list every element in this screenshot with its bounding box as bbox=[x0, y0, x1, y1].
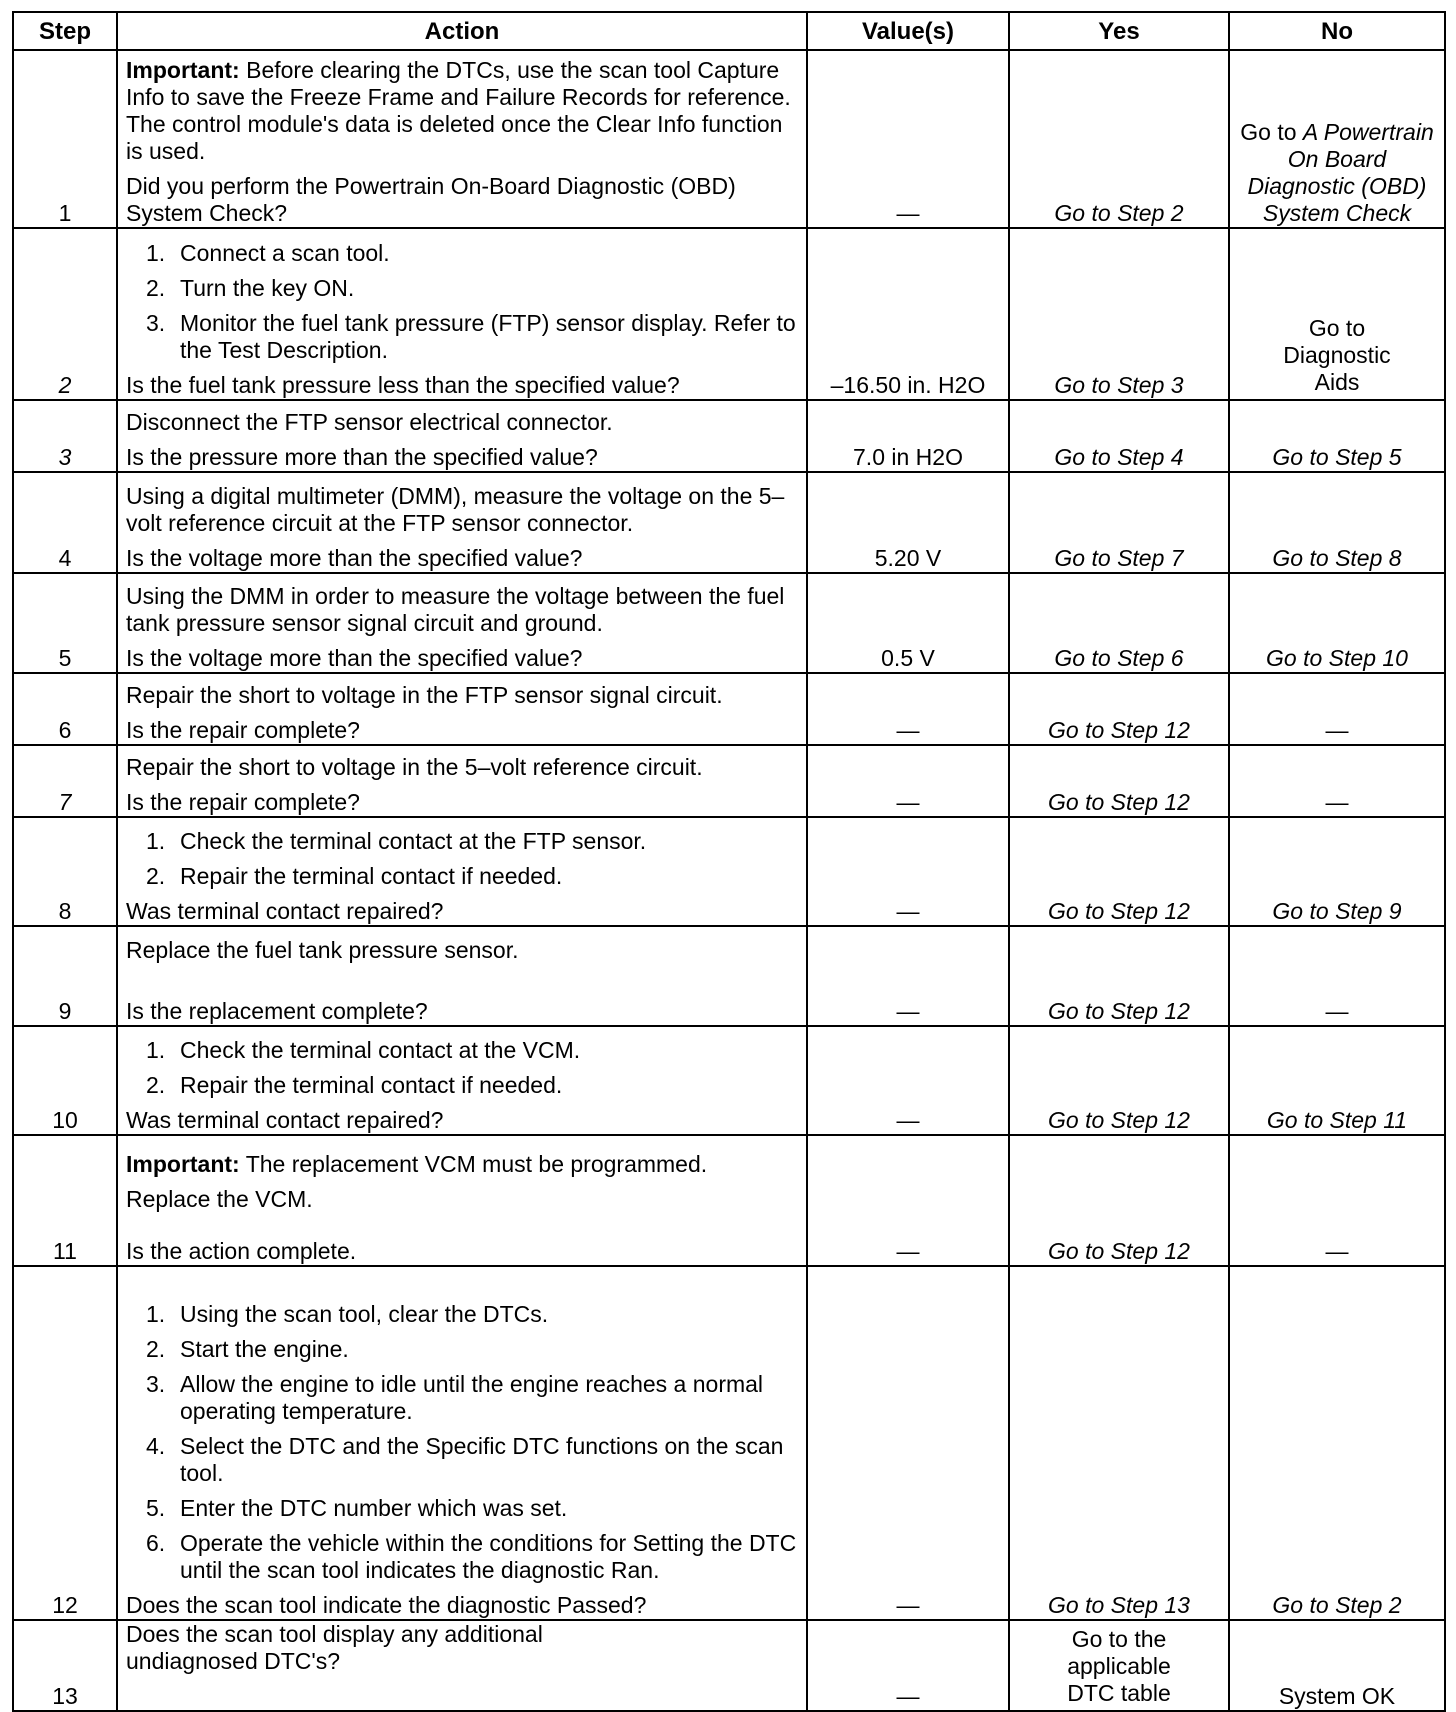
value-cell: — bbox=[807, 673, 1009, 745]
no-cell bbox=[1229, 50, 1445, 228]
substep-item: 5. Enter the DTC number which was set. bbox=[146, 1495, 568, 1521]
action-cell bbox=[117, 50, 807, 228]
substep-list bbox=[126, 1037, 798, 1099]
step-number: 4 bbox=[13, 472, 117, 573]
action-question: Was terminal contact repaired? bbox=[126, 1107, 444, 1133]
substep-item: 1. Connect a scan tool. bbox=[146, 240, 390, 266]
value-cell: — bbox=[807, 1135, 1009, 1266]
action-text: Replace the VCM. bbox=[126, 1186, 313, 1212]
no-link[interactable]: Go to Step 8 bbox=[1272, 545, 1402, 571]
action-text: Using the DMM in order to measure the voltage between the fuel tank pressure sensor signal circuit and ground. bbox=[126, 583, 785, 636]
step-number: 6 bbox=[13, 673, 117, 745]
no-cell: — bbox=[1229, 673, 1445, 745]
value-cell: — bbox=[807, 50, 1009, 228]
yes-link[interactable]: Go to the applicable DTC table bbox=[1067, 1626, 1171, 1706]
header-action: Action bbox=[117, 12, 807, 50]
no-link[interactable]: Go to Diagnostic Aids bbox=[1283, 315, 1391, 395]
step-number: 10 bbox=[13, 1026, 117, 1135]
substep-item: 1. Check the terminal contact at the VCM. bbox=[146, 1037, 581, 1063]
no-cell: — bbox=[1229, 745, 1445, 817]
substep-item: 3. Monitor the fuel tank pressure (FTP) sensor display. Refer to the Test Description. bbox=[146, 310, 796, 363]
table-row-step-1 bbox=[13, 50, 1445, 228]
value-cell: — bbox=[807, 1026, 1009, 1135]
action-question: Is the voltage more than the specified value? bbox=[126, 545, 583, 571]
table-body bbox=[13, 50, 1445, 1711]
action-text: Using a digital multimeter (DMM), measure the voltage on the 5–volt reference circuit at the FTP sensor connector. bbox=[126, 483, 785, 536]
yes-cell bbox=[1009, 50, 1229, 228]
yes-link[interactable]: Go to Step 12 bbox=[1048, 998, 1190, 1024]
action-cell bbox=[117, 1620, 807, 1711]
important-text: Before clearing the DTCs, use the scan tool Capture Info to save the Freeze Frame and Failure Records for reference. The control module's data is deleted once the Clear Info function is used. bbox=[126, 57, 791, 164]
action-cell bbox=[117, 228, 807, 400]
header-step: Step bbox=[13, 12, 117, 50]
header-values: Value(s) bbox=[807, 12, 1009, 50]
action-cell bbox=[117, 673, 807, 745]
action-cell bbox=[117, 1026, 807, 1135]
value-cell: –16.50 in. H2O bbox=[807, 228, 1009, 400]
no-cell: — bbox=[1229, 926, 1445, 1026]
no-link-italic: A Powertrain On Board Diagnostic (OBD) System Check bbox=[1247, 119, 1434, 226]
yes-link[interactable]: Go to Step 7 bbox=[1054, 545, 1184, 571]
yes-link[interactable]: Go to Step 12 bbox=[1048, 717, 1190, 743]
table-row-step-8 bbox=[13, 817, 1445, 926]
action-cell bbox=[117, 472, 807, 573]
no-link[interactable]: Go to Step 5 bbox=[1272, 444, 1402, 470]
important-note bbox=[126, 57, 798, 165]
action-cell bbox=[117, 573, 807, 673]
substep-item: 3. Allow the engine to idle until the engine reaches a normal operating temperature. bbox=[146, 1371, 764, 1424]
substep-list bbox=[126, 1301, 798, 1584]
step-number: 3 bbox=[13, 400, 117, 472]
action-text: Repair the short to voltage in the FTP sensor signal circuit. bbox=[126, 682, 723, 708]
yes-cell bbox=[1009, 817, 1229, 926]
step-number: 2 bbox=[13, 228, 117, 400]
yes-link[interactable]: Go to Step 13 bbox=[1048, 1592, 1190, 1618]
step-number: 12 bbox=[13, 1266, 117, 1620]
yes-cell bbox=[1009, 1026, 1229, 1135]
table-row-step-7 bbox=[13, 745, 1445, 817]
yes-cell bbox=[1009, 228, 1229, 400]
no-link[interactable]: Go to Step 10 bbox=[1266, 645, 1408, 671]
no-link[interactable] bbox=[1240, 119, 1433, 229]
yes-cell bbox=[1009, 1266, 1229, 1620]
table-row-step-5 bbox=[13, 573, 1445, 673]
yes-cell bbox=[1009, 745, 1229, 817]
diagnostic-table bbox=[12, 11, 1446, 1712]
step-number: 5 bbox=[13, 573, 117, 673]
action-cell bbox=[117, 745, 807, 817]
action-text: Replace the fuel tank pressure sensor. bbox=[126, 937, 519, 963]
substep-item: 1. Check the terminal contact at the FTP sensor. bbox=[146, 828, 647, 854]
yes-link[interactable]: Go to Step 2 bbox=[1054, 200, 1184, 226]
value-cell: — bbox=[807, 745, 1009, 817]
action-question: Is the voltage more than the specified value? bbox=[126, 645, 583, 671]
value-cell: — bbox=[807, 817, 1009, 926]
action-question: Is the fuel tank pressure less than the specified value? bbox=[126, 372, 680, 398]
step-number: 7 bbox=[13, 745, 117, 817]
table-row-step-11 bbox=[13, 1135, 1445, 1266]
important-note bbox=[126, 1151, 798, 1178]
header-no: No bbox=[1229, 12, 1445, 50]
action-question: Was terminal contact repaired? bbox=[126, 898, 444, 924]
no-cell bbox=[1229, 573, 1445, 673]
table-row-step-9 bbox=[13, 926, 1445, 1026]
no-cell bbox=[1229, 400, 1445, 472]
yes-cell bbox=[1009, 926, 1229, 1026]
action-question: Is the repair complete? bbox=[126, 717, 360, 743]
table-row-step-13 bbox=[13, 1620, 1445, 1711]
action-cell bbox=[117, 817, 807, 926]
yes-cell bbox=[1009, 472, 1229, 573]
yes-cell bbox=[1009, 573, 1229, 673]
substep-item: 4. Select the DTC and the Specific DTC functions on the scan tool. bbox=[146, 1433, 784, 1486]
value-cell: 7.0 in H2O bbox=[807, 400, 1009, 472]
no-cell bbox=[1229, 228, 1445, 400]
no-cell bbox=[1229, 817, 1445, 926]
table-row-step-6 bbox=[13, 673, 1445, 745]
yes-link[interactable]: Go to Step 4 bbox=[1054, 444, 1184, 470]
step-number: 1 bbox=[13, 50, 117, 228]
action-question: Is the action complete. bbox=[126, 1238, 357, 1264]
yes-link[interactable]: Go to Step 12 bbox=[1048, 898, 1190, 924]
yes-link[interactable]: Go to Step 12 bbox=[1048, 1107, 1190, 1133]
action-text: Repair the short to voltage in the 5–volt reference circuit. bbox=[126, 754, 703, 780]
action-question: Is the pressure more than the specified value? bbox=[126, 444, 598, 470]
action-cell bbox=[117, 1135, 807, 1266]
table-row-step-2 bbox=[13, 228, 1445, 400]
important-text: The replacement VCM must be programmed. bbox=[239, 1151, 708, 1177]
table-row-step-10 bbox=[13, 1026, 1445, 1135]
no-link[interactable]: System OK bbox=[1278, 1683, 1396, 1709]
yes-link[interactable]: Go to Step 6 bbox=[1054, 645, 1184, 671]
header-row bbox=[13, 12, 1445, 50]
table-header bbox=[13, 12, 1445, 50]
no-cell bbox=[1229, 1266, 1445, 1620]
action-cell bbox=[117, 926, 807, 1026]
substep-item: 1. Using the scan tool, clear the DTCs. bbox=[146, 1301, 549, 1327]
substep-item: 2. Repair the terminal contact if needed. bbox=[146, 863, 563, 889]
substep-item: 6. Operate the vehicle within the conditions for Setting the DTC until the scan tool indicates the diagnostic Ran. bbox=[146, 1530, 797, 1583]
substep-item: 2. Turn the key ON. bbox=[146, 275, 355, 301]
table-row-step-3 bbox=[13, 400, 1445, 472]
no-cell bbox=[1229, 1620, 1445, 1711]
substep-item: 2. Start the engine. bbox=[146, 1336, 349, 1362]
table-row-step-4 bbox=[13, 472, 1445, 573]
action-question: Does the scan tool indicate the diagnostic Passed? bbox=[126, 1592, 647, 1618]
yes-cell bbox=[1009, 1135, 1229, 1266]
step-number: 9 bbox=[13, 926, 117, 1026]
substep-list bbox=[126, 240, 798, 364]
no-cell bbox=[1229, 1026, 1445, 1135]
value-cell: 5.20 V bbox=[807, 472, 1009, 573]
step-number: 8 bbox=[13, 817, 117, 926]
header-yes: Yes bbox=[1009, 12, 1229, 50]
action-text: Disconnect the FTP sensor electrical connector. bbox=[126, 409, 613, 435]
yes-cell bbox=[1009, 1620, 1229, 1711]
no-link-prefix: Go to bbox=[1240, 119, 1303, 145]
substep-list bbox=[126, 828, 798, 890]
substep-item: 2. Repair the terminal contact if needed. bbox=[146, 1072, 563, 1098]
important-label: Important: bbox=[126, 57, 240, 83]
no-link[interactable]: Go to Step 9 bbox=[1272, 898, 1402, 924]
step-number: 13 bbox=[13, 1620, 117, 1711]
yes-cell bbox=[1009, 673, 1229, 745]
no-link[interactable]: Go to Step 2 bbox=[1272, 1592, 1402, 1618]
action-question: Is the replacement complete? bbox=[126, 998, 428, 1024]
action-question: Does the scan tool display any additional undiagnosed DTC's? bbox=[126, 1621, 543, 1674]
action-question: Is the repair complete? bbox=[126, 789, 360, 815]
step-number: 11 bbox=[13, 1135, 117, 1266]
action-cell bbox=[117, 1266, 807, 1620]
value-cell: — bbox=[807, 1266, 1009, 1620]
value-cell: — bbox=[807, 1620, 1009, 1711]
no-cell: — bbox=[1229, 1135, 1445, 1266]
yes-link[interactable]: Go to Step 3 bbox=[1054, 372, 1184, 398]
yes-link[interactable]: Go to Step 12 bbox=[1048, 789, 1190, 815]
no-cell bbox=[1229, 472, 1445, 573]
value-cell: 0.5 V bbox=[807, 573, 1009, 673]
yes-link[interactable]: Go to Step 12 bbox=[1048, 1238, 1190, 1264]
table-row-step-12 bbox=[13, 1266, 1445, 1620]
action-cell bbox=[117, 400, 807, 472]
value-cell: — bbox=[807, 926, 1009, 1026]
yes-cell bbox=[1009, 400, 1229, 472]
no-link[interactable]: Go to Step 11 bbox=[1266, 1107, 1408, 1133]
action-question: Did you perform the Powertrain On-Board Diagnostic (OBD) System Check? bbox=[126, 173, 736, 226]
important-label: Important: bbox=[126, 1151, 240, 1177]
